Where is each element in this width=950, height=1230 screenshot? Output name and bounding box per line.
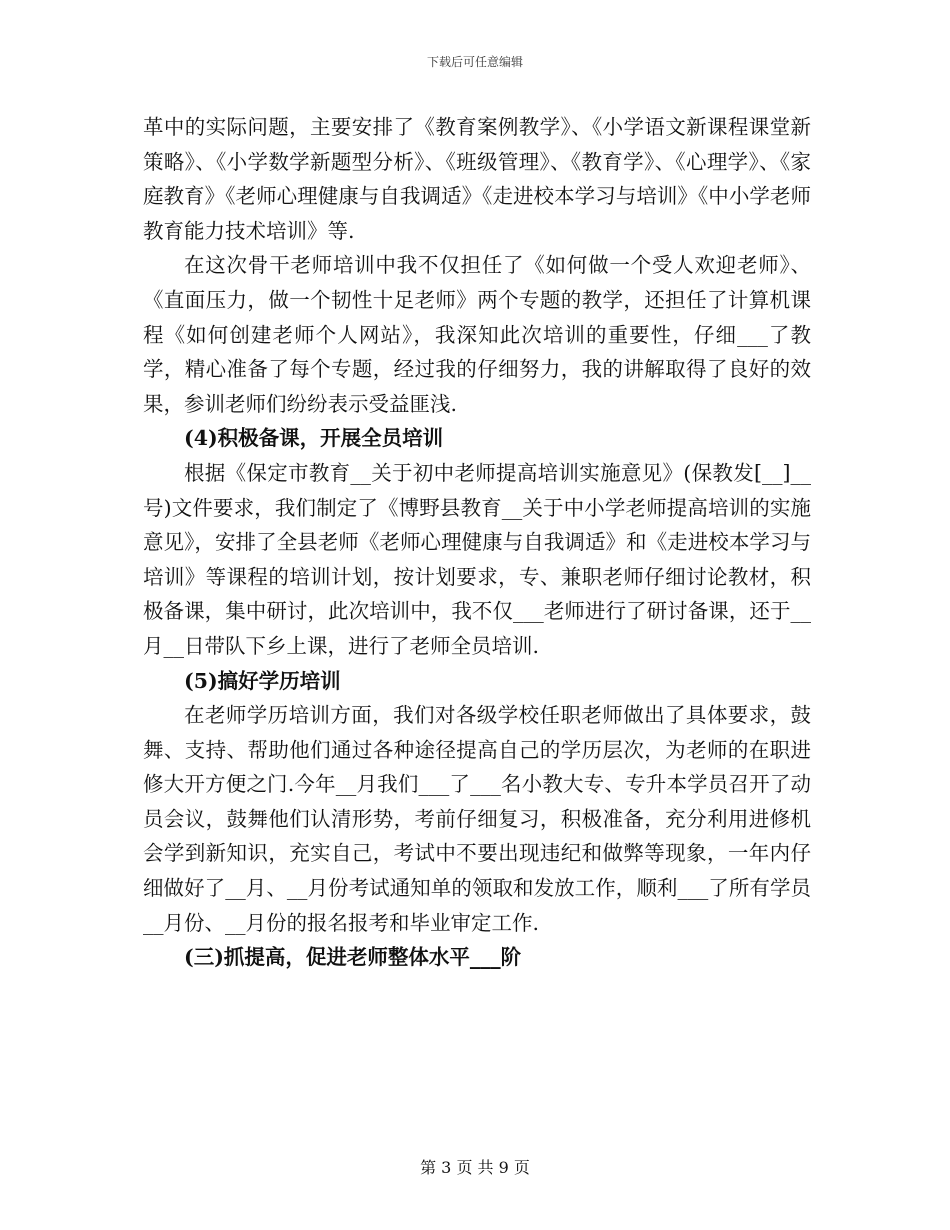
paragraph-course-list: 革中的实际问题，主要安排了《教育案例教学》、《小学语文新课程课堂新策略》、《小学数学新题型分析》、《班级管理》、《教育学》、《心理学》、《家庭教育》《老师心理健康与自我调适》《走进校本学习与培训》《中小学老师教育能力技术培训》等. <box>143 115 811 243</box>
paragraph-lesson-preparation: 根据《保定市教育__关于初中老师提高培训实施意见》(保教发[__]__号)文件要求，我们制定了《博野县教育__关于中小学老师提高培训的实施意见》，安排了全县老师《老师心理健康与自我调适》和《走进校本学习与培训》等课程的培训计划，按计划要求，专、兼职老师仔细讨论教材，积极备课，集中研讨，此次培训中，我不仅___老师进行了研讨备课，还于__月__日带队下乡上课，进行了老师全员培训. <box>143 460 811 658</box>
section-heading-4: (4)积极备课，开展全员培训 <box>184 426 444 451</box>
paragraph-degree-training: 在老师学历培训方面，我们对各级学校任职老师做出了具体要求，鼓舞、支持、帮助他们通过各种途径提高自己的学历层次，为老师的在职进修大开方便之门.今年__月我们___了___名小教大专、专升本学员召开了动员会议，鼓舞他们认清形势，考前仔细复习，积极准备，充分利用进修机会学到新知识，充实自己，考试中不要出现违纪和做弊等现象，一年内仔细做好了__月、__月份考试通知单的领取和发放工作，顺利___了所有学员__月份、__月份的报名报考和毕业审定工作. <box>143 703 811 935</box>
paragraph-backbone-training: 在这次骨干老师培训中我不仅担任了《如何做一个受人欢迎老师》、《直面压力，做一个韧性十足老师》两个专题的教学，还担任了计算机课程《如何创建老师个人网站》，我深知此次培训的重要性，仔细___了教学，精心准备了每个专题，经过我的仔细努力，我的讲解取得了良好的效果，参训老师们纷纷表示受益匪浅. <box>143 253 811 416</box>
page-header: 下载后可任意编辑 <box>426 55 523 69</box>
document-body <box>143 110 811 975</box>
section-heading-3: (三)抓提高，促进老师整体水平___阶 <box>184 945 522 970</box>
section-heading-5: (5)搞好学历培训 <box>184 668 341 693</box>
page-number: 第 3 页 共 9 页 <box>420 1158 530 1177</box>
